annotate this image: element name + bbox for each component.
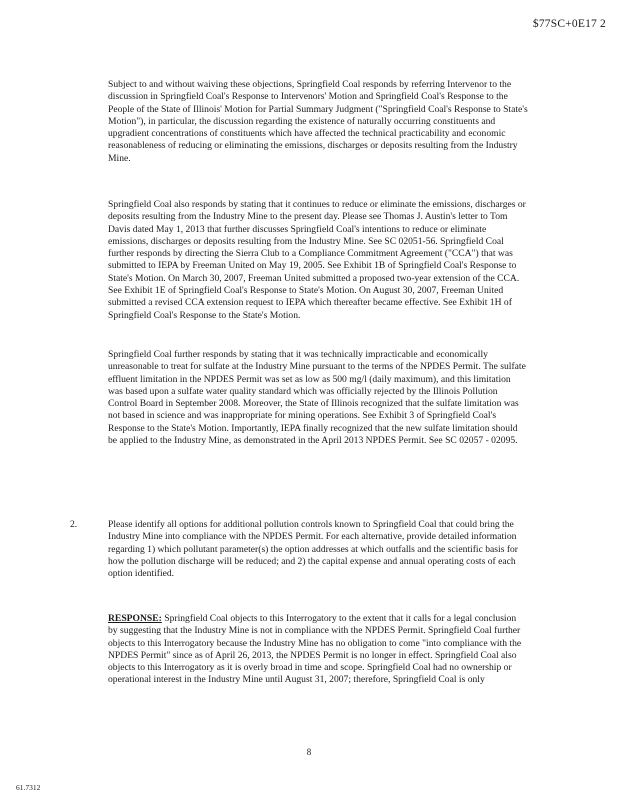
footer-code: 61.7312 xyxy=(16,783,41,792)
page-number: 8 xyxy=(306,747,312,757)
paragraph-objection-reference: Subject to and without waiving these objections, Springfield Coal responds by referring Intervenor to the discussion in Springfield Coal's Response to Intervenors' Motion and Springfield Coal's Response to the People of the State of Illinois' Motion for Partial Summary Judgment ("Springfield Coal's Response to State's Motion"), in particular, the discussion regarding the existence of naturally occurring constituents and upgradient concentrations of constituents which have affected the technical practicability and economic reasonableness of reducing or eliminating the emissions, discharges or deposits resulting from the Industry Mine. xyxy=(108,79,528,164)
paragraph-reduction-efforts: Springfield Coal also responds by stating that it continues to reduce or eliminate the emissions, discharges or deposits resulting from the Industry Mine to the present day. Please see Thomas J. Austin's letter to Tom Davis dated May 1, 2013 that further discusses Springfield Coal's intentions to reduce or eliminate emissions, discharges or deposits resulting from the Industry Mine. See SC 02051-56. Springfield Coal further responds by directing the Sierra Club to a Compliance Commitment Agreement ("CCA") that was submitted to IEPA by Freeman United on May 19, 2005. See Exhibit 1B of Springfield Coal's Response to State's Motion. On March 30, 2007, Freeman United submitted a proposed two-year extension of the CCA. See Exhibit 1E of Springfield Coal's Response to State's Motion. On August 30, 2007, Freeman United submitted a revised CCA extension request to IEPA which thereafter became effective. See Exhibit 1H of Springfield Coal's Response to the State's Motion. xyxy=(108,199,526,321)
interrogatory-text: Please identify all options for additional pollution controls known to Springfield Coal that could bring the Industry Mine into compliance with the NPDES Permit. For each alternative, provide detailed information regarding 1) which pollutant parameter(s) the option addresses at which outfalls and the scientific basis for how the pollution discharge will be reduced; and 2) the capital expense and annual operating costs of each option identified. xyxy=(108,519,519,580)
paragraph-sulfate-limitation: Springfield Coal further responds by stating that it was technically impracticable and economically unreasonable to treat for sulfate at the Industry Mine pursuant to the terms of the NPDES Permit. The sulfate effluent limitation in the NPDES Permit was set as low as 500 mg/l (daily maximum), and this limitation was based upon a sulfate water quality standard which was officially rejected by the Illinois Pollution Control Board in September 2008. Moreover, the State of Illinois recognized that the sulfate limitation was not based in science and was inappropriate for mining operations. See Exhibit 3 of Springfield Coal's Response to the State's Motion. Importantly, IEPA finally recognized that the new sulfate limitation should be applied to the Industry Mine, as demonstrated in the April 2013 NPDES Permit. See SC 02057 - 02095. xyxy=(108,349,526,447)
interrogatory-number: 2. xyxy=(70,519,78,530)
response-label: RESPONSE: xyxy=(108,613,162,624)
response-text: Springfield Coal objects to this Interrogatory to the extent that it calls for a legal conclusion by suggesting that the Industry Mine is not in compliance with the NPDES Permit. Springfield Coal further objects to this Interrogatory because the Industry Mine has no obligation to come "into compliance with the NPDES Permit" since as of April 26, 2013, the NPDES Permit is no longer in effect. Springfield Coal also objects to this Interrogatory as it is overly broad in time and scope. Springfield Coal had no ownership or operational interest in the Industry Mine until August 31, 2007; therefore, Springfield Coal is only xyxy=(108,613,522,686)
document-id: $77SC+0E17 2 xyxy=(532,18,606,30)
response-paragraph xyxy=(108,613,528,687)
